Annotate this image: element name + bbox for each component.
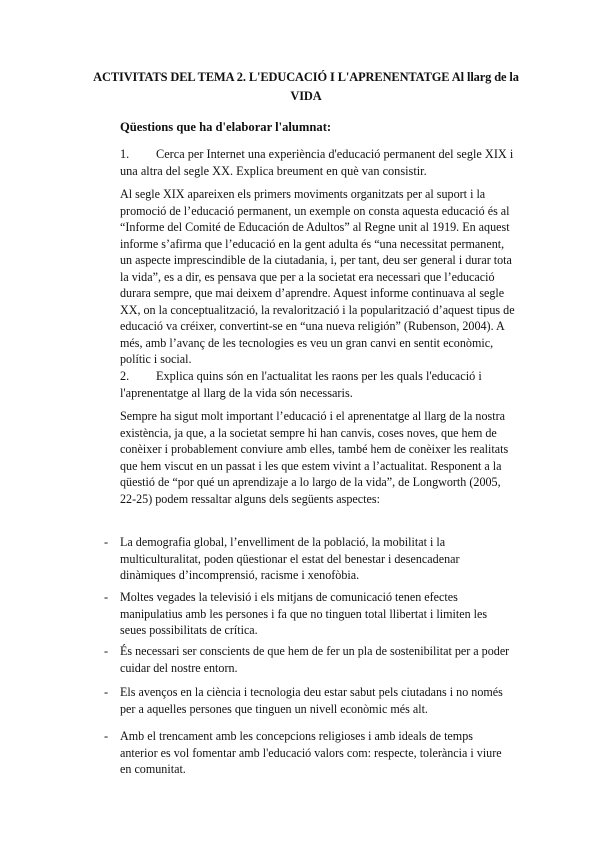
bullet-marker: - [104, 644, 109, 658]
question-1-text: Cerca per Internet una experiència d'educació permanent del segle XIX i una altra del segle XX. Explica breument en què van consistir. [120, 147, 514, 178]
question-2-answer: Sempre ha sigut molt important l’educació i el aprenentatge al llarg de la nostra existència, ja que, a la societat sempre hi han canvis, coses noves, que hem de conèixer i probablement conviure amb elles, també hem de conèixer les realitats que hem viscut en un passat i les que estem vivint a l’actualitat. Responent a la qüestió de “por qué un aprendizaje a lo largo de la vida”, de Longworth (2005, 22-25) podem ressaltar alguns dels següents aspectes: [120, 409, 509, 506]
section-subheading: Qüestions que ha d'elaborar l'alumnat: [120, 120, 332, 134]
bullet-marker: - [104, 685, 109, 699]
question-2-number: 2. [120, 369, 130, 383]
list-item: Amb el trencament amb les concepcions religioses i amb ideals de temps anterior es vol fomentar amb l'educació valors com: respecte, tolerància i viure en comunitat. [120, 729, 502, 777]
bullet-marker: - [104, 729, 109, 743]
list-item: La demografia global, l’envelliment de la població, la mobilitat i la multiculturalitat, poden qüestionar el estat del benestar i desencadenar dinàmiques d’incomprensió, racisme i xenofòbia. [120, 535, 460, 583]
bullet-marker: - [104, 535, 109, 549]
document-title: ACTIVITATS DEL TEMA 2. L'EDUCACIÓ I L'APRENENTATGE Al llarg de la VIDA [93, 70, 519, 103]
list-item: Els avenços en la ciència i tecnologia deu estar sabut pels ciutadans i no només per a aquelles persones que tinguen un nivell econòmic més alt. [120, 685, 503, 716]
list-item: Moltes vegades la televisió i els mitjans de comunicació tenen efectes manipulatius amb les persones i fa que no tinguen total llibertat i limiten les seues possibilitats de crítica. [120, 590, 488, 638]
question-1-answer: Al segle XIX apareixen els primers moviments organitzats per al suport i la promoció de l’educació permanent, un exemple on consta aquesta educació és al “Informe del Comité de Educación de Adultos” al Regne unit al 1919. En aquest informe s’afirma que l’educació en la gent adulta és “una necessitat permanent, un aspecte imprescindible de la ciutadania, i, per tant, deu ser general i durar tota la vida”, es a dir, es pensava que per a la societat era necessari que l’educació durara sempre, que mai deixem d’aprendre. Aquest informe continuava al segle XX, on la conceptualització, la revalorització i la popularització d’aquest tipus de educació va créixer, convertint-se en “una nueva religión” (Rubenson, 2004). A més, amb l’avanç de les tecnologies es veu un gran canvi en sentit econòmic, polític i social. [120, 187, 515, 366]
question-1-number: 1. [120, 147, 130, 161]
question-2-text: Explica quins són en l'actualitat les raons per les quals l'educació i l'aprenentatge al llarg de la vida són necessaris. [120, 369, 482, 400]
bullet-marker: - [104, 590, 109, 604]
list-item: És necessari ser conscients de que hem de fer un pla de sostenibilitat per a poder cuidar del nostre entorn. [120, 644, 510, 675]
